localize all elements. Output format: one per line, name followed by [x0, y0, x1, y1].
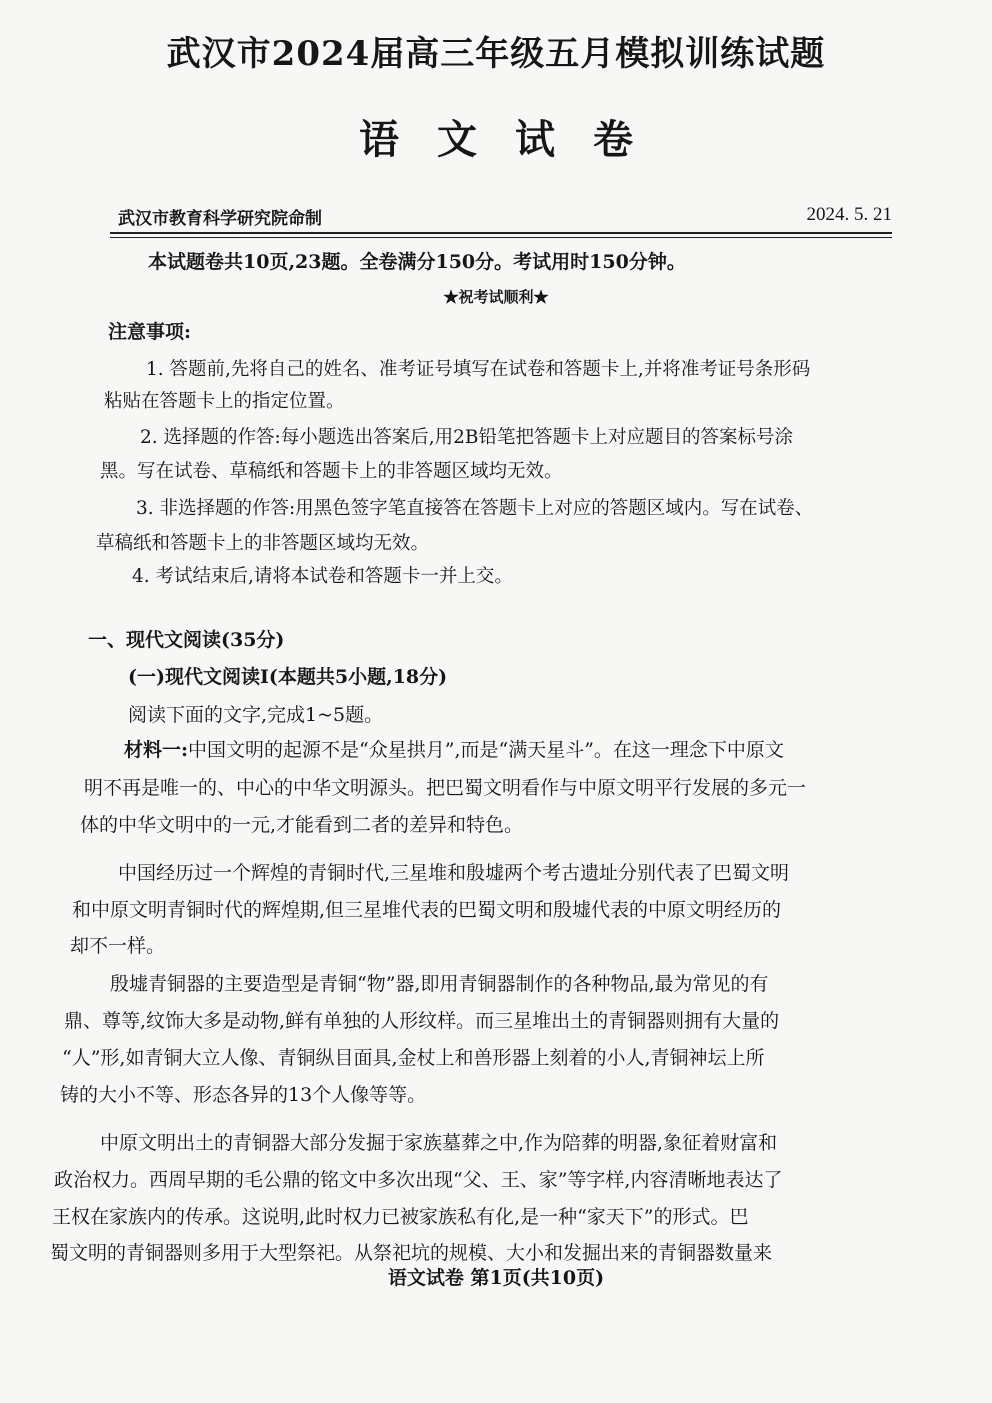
note-3-line-1: 3. 非选择题的作答:用黑色签字笔直接答在答题卡上对应的答题区域内。写在试卷、 — [136, 498, 814, 519]
subsection-heading: (一)现代文阅读Ⅰ(本题共5小题,18分) — [128, 666, 448, 688]
paragraph-3-line-2: 鼎、尊等,纹饰大多是动物,鲜有单独的人形纹样。而三星堆出土的青铜器则拥有大量的 — [64, 1010, 780, 1032]
issuer: 武汉市教育科学研究院命制 — [118, 209, 322, 229]
paragraph-2-line-2: 和中原文明青铜时代的辉煌期,但三星堆代表的巴蜀文明和殷墟代表的中原文明经历的 — [72, 899, 782, 921]
paragraph-4-line-2: 政治权力。西周早期的毛公鼎的铭文中多次出现“父、王、家”等字样,内容清晰地表达了 — [54, 1169, 783, 1191]
section-heading: 一、现代文阅读(35分) — [88, 629, 285, 651]
material-1-line-2: 明不再是唯一的、中心的中华文明源头。把巴蜀文明看作与中原文明平行发展的多元一 — [84, 777, 807, 799]
exam-date: 2024. 5. 21 — [806, 204, 892, 225]
material-label: 材料一: — [124, 739, 189, 761]
note-1-line-2: 粘贴在答题卡上的指定位置。 — [104, 391, 345, 412]
note-4-line-1: 4. 考试结束后,请将本试卷和答题卡一并上交。 — [132, 566, 513, 587]
notes-title: 注意事项: — [108, 321, 192, 343]
paragraph-3-line-3: “人”形,如青铜大立人像、青铜纵目面具,金杖上和兽形器上刻着的小人,青铜神坛上所 — [62, 1047, 765, 1069]
paragraph-3-line-1: 殷墟青铜器的主要造型是青铜“物”器,即用青铜器制作的各种物品,最为常见的有 — [110, 973, 769, 995]
material-1-line-3: 体的中华文明中的一元,才能看到二者的差异和特色。 — [80, 814, 524, 836]
header-rule-thick — [110, 232, 892, 234]
header-rule-thin — [110, 237, 892, 238]
paragraph-2-line-1: 中国经历过一个辉煌的青铜时代,三星堆和殷墟两个考古遗址分别代表了巴蜀文明 — [118, 862, 790, 884]
paragraph-4-line-1: 中原文明出土的青铜器大部分发掘于家族墓葬之中,作为陪葬的明器,象征着财富和 — [100, 1132, 778, 1154]
note-1-line-1: 1. 答题前,先将自己的姓名、准考证号填写在试卷和答题卡上,并将准考证号条形码 — [146, 359, 811, 380]
note-3-line-2: 草稿纸和答题卡上的非答题区域均无效。 — [96, 533, 430, 554]
paragraph-3-line-4: 铸的大小不等、形态各异的13个人像等等。 — [60, 1084, 427, 1106]
good-luck-banner: ★祝考试顺利★ — [443, 288, 549, 306]
note-2-line-2: 黑。写在试卷、草稿纸和答题卡上的非答题区域均无效。 — [100, 461, 563, 482]
paragraph-2-line-3: 却不一样。 — [70, 935, 166, 957]
paragraph-4-line-3: 王权在家族内的传承。这说明,此时权力已被家族私有化,是一种“家天下”的形式。巴 — [52, 1206, 749, 1228]
paragraph-4-line-4: 蜀文明的青铜器则多用于大型祭祀。从祭祀坑的规模、大小和发掘出来的青铜器数量来 — [50, 1242, 773, 1264]
note-2-line-1: 2. 选择题的作答:每小题选出答案后,用2B铅笔把答题卡上对应题目的答案标号涂 — [140, 427, 794, 448]
subject-title: 语文试卷 — [359, 116, 671, 163]
material-1-line-1: 材料一:中国文明的起源不是“众星拱月”,而是“满天星斗”。在这一理念下中原文 — [124, 739, 784, 761]
reading-instruction: 阅读下面的文字,完成1~5题。 — [128, 704, 384, 726]
exam-summary: 本试题卷共10页,23题。全卷满分150分。考试用时150分钟。 — [148, 251, 686, 273]
exam-title: 武汉市2024届高三年级五月模拟训练试题 — [166, 34, 826, 74]
page-footer: 语文试卷 第1页(共10页) — [387, 1267, 605, 1289]
